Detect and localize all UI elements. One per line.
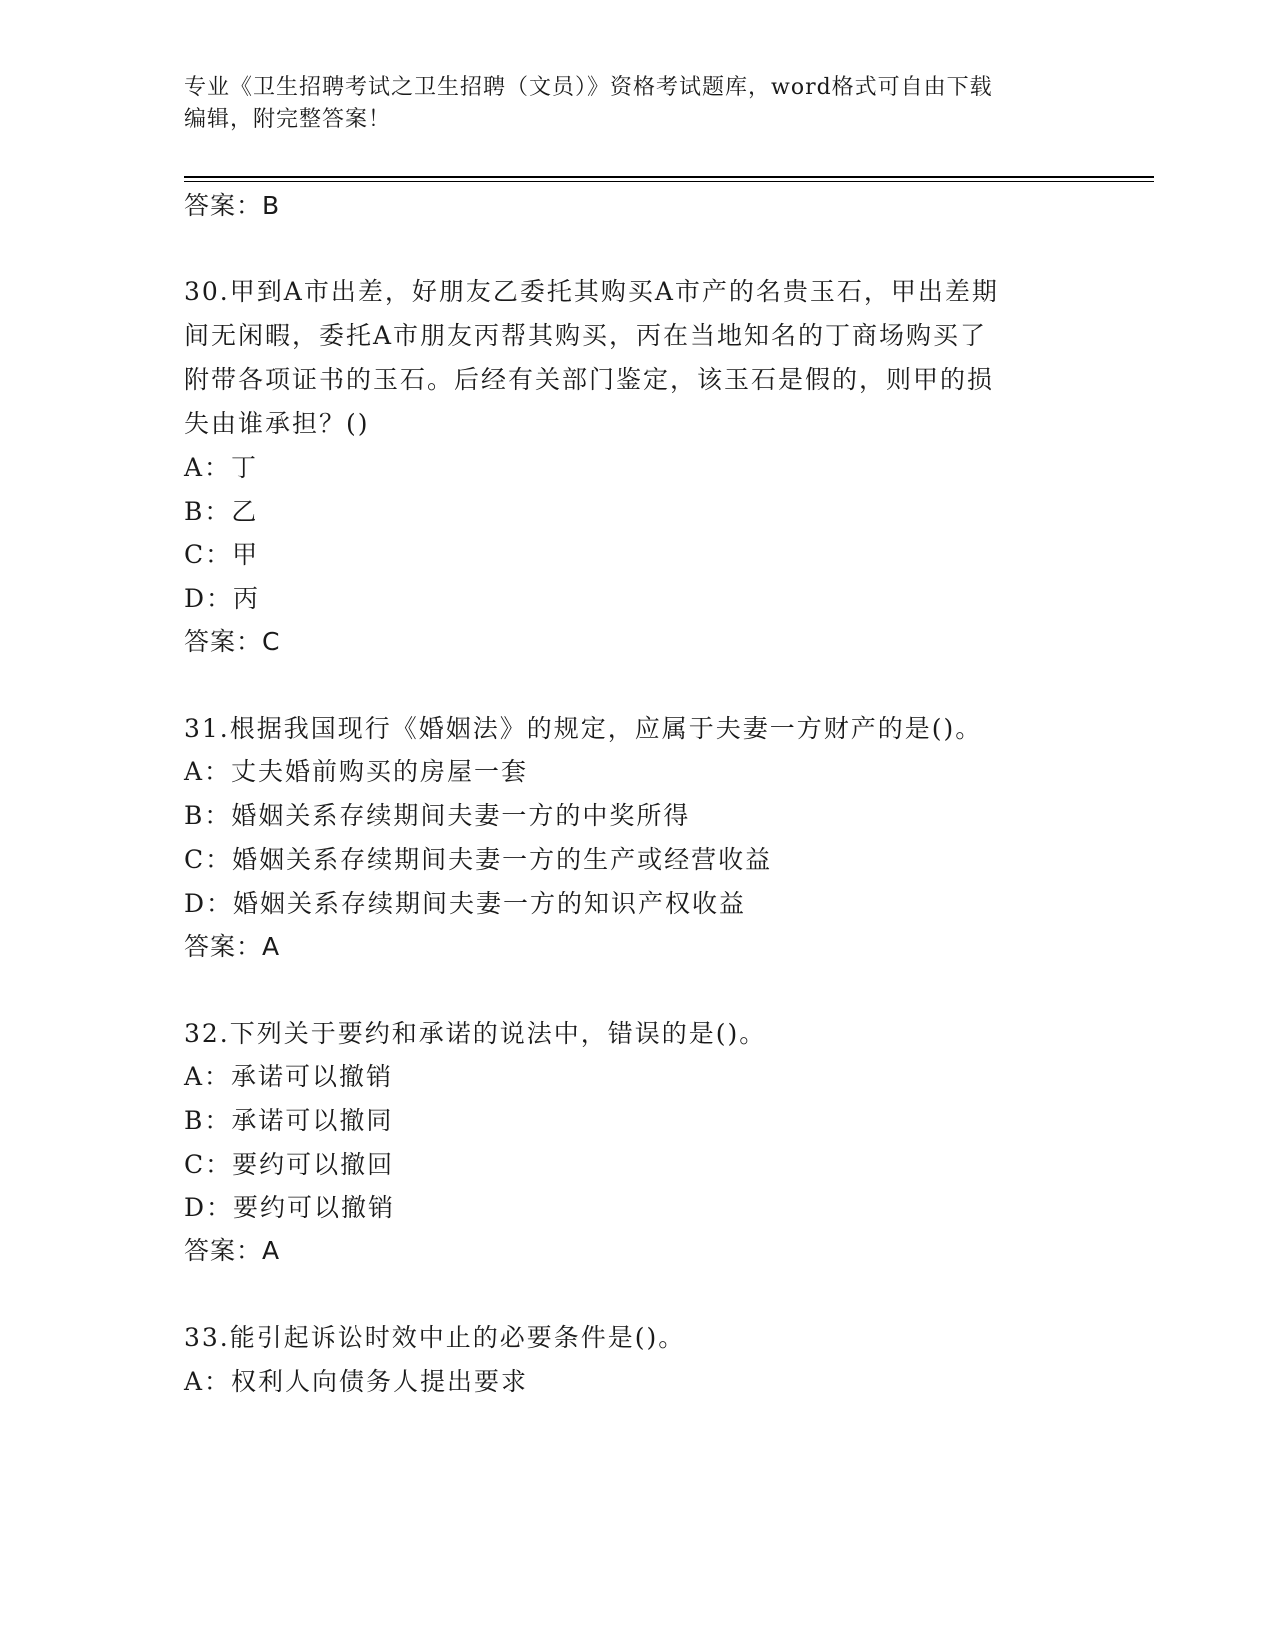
answer-29: 答案：B [184,191,281,220]
question-31-option-c: C：婚姻关系存续期间夫妻一方的生产或经营收益 [184,845,773,874]
question-33-stem: 33.能引起诉讼时效中止的必要条件是()。 [184,1323,686,1352]
question-30-line-1: 30.甲到A市出差，好朋友乙委托其购买A市产的名贵玉石，甲出差期 [184,277,999,306]
document-header [184,72,1084,136]
question-32-option-d: D：要约可以撤销 [184,1193,396,1222]
header-line-2: 编辑，附完整答案！ [184,107,392,132]
question-30-option-b: B：乙 [184,497,259,526]
answer-31: 答案：A [184,932,281,961]
question-32-option-b: B：承诺可以撤同 [184,1106,394,1135]
question-32-option-a: A：承诺可以撤销 [184,1062,394,1091]
question-30-option-c: C：甲 [184,540,260,569]
question-30-line-3: 附带各项证书的玉石。后经有关部门鉴定，该玉石是假的，则甲的损 [184,365,995,394]
question-32-option-c: C：要约可以撤回 [184,1150,395,1179]
header-line-1: 专业《卫生招聘考试之卫生招聘（文员）》资格考试题库，word格式可自由下载 [184,75,993,100]
header-divider-thin [184,181,1154,182]
question-30-line-2: 间无闲暇，委托A市朋友丙帮其购买，丙在当地知名的丁商场购买了 [184,321,988,350]
question-33-option-a: A：权利人向债务人提出要求 [184,1367,529,1396]
question-31-stem: 31.根据我国现行《婚姻法》的规定，应属于夫妻一方财产的是()。 [184,714,983,743]
question-30-option-d: D：丙 [184,584,261,613]
question-30-line-4: 失由谁承担？() [184,409,370,438]
answer-32: 答案：A [184,1236,281,1265]
answer-30: 答案：C [184,627,281,656]
question-32-stem: 32.下列关于要约和承诺的说法中，错误的是()。 [184,1019,767,1048]
question-31-option-d: D：婚姻关系存续期间夫妻一方的知识产权收益 [184,889,747,918]
question-30-option-a: A：丁 [184,453,259,482]
header-divider-thick [184,176,1154,178]
question-31-option-a: A：丈夫婚前购买的房屋一套 [184,757,529,786]
question-31-option-b: B：婚姻关系存续期间夫妻一方的中奖所得 [184,801,691,830]
